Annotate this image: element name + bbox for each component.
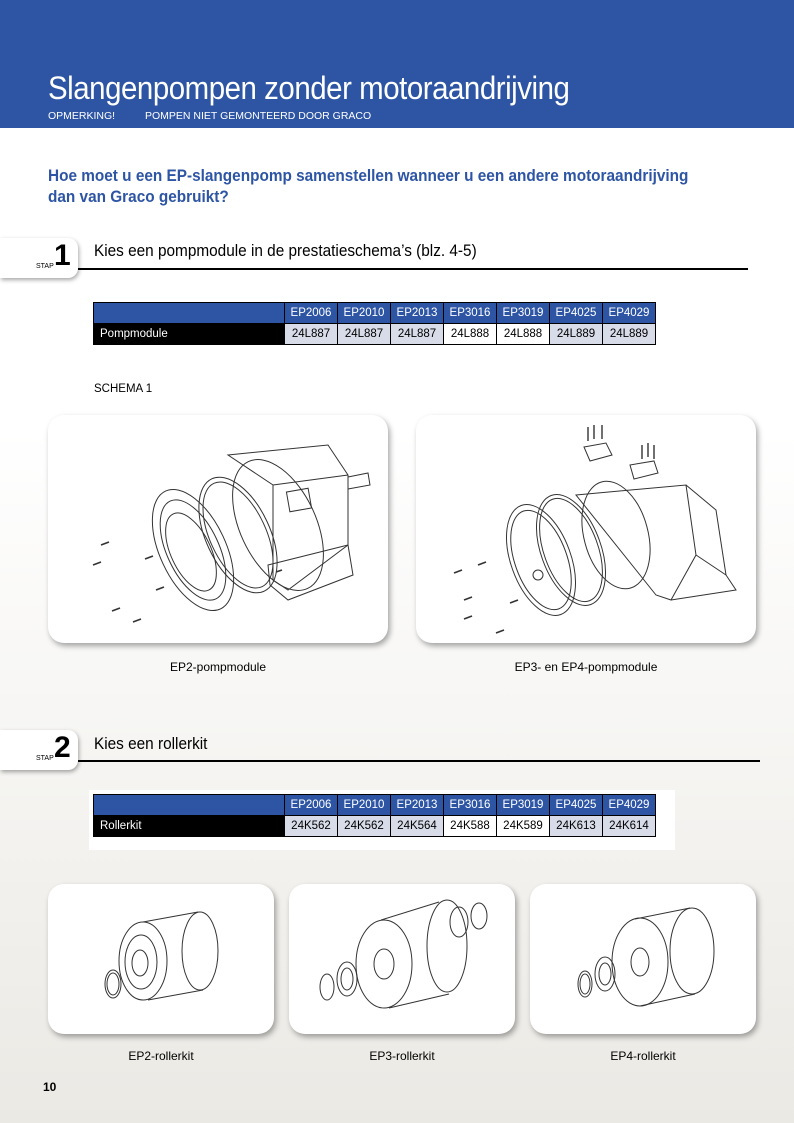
step-2-tab (0, 730, 78, 770)
column-header: EP4025 (550, 795, 603, 816)
schema-label: SCHEMA 1 (94, 383, 153, 395)
ep4-rollerkit-drawing (530, 884, 756, 1034)
table-cell: 24L887 (285, 324, 338, 345)
table-header-row (94, 303, 656, 324)
table-cell: 24K562 (338, 816, 391, 837)
table-cell: 24L888 (444, 324, 497, 345)
ep3-ep4-pump-module-illustration (416, 415, 756, 643)
ep3-ep4-pump-module-caption: EP3- en EP4-pompmodule (514, 660, 658, 674)
column-header: EP3019 (497, 795, 550, 816)
row-label: Pompmodule (94, 324, 285, 345)
ep2-rollerkit-illustration (48, 884, 274, 1034)
table-row (94, 324, 656, 345)
table-cell: 24L887 (391, 324, 444, 345)
table-row (94, 816, 656, 837)
step-2-stap-label: STAP (36, 755, 54, 762)
column-header: EP2010 (338, 303, 391, 324)
rollerkit-table (93, 794, 656, 837)
ep2-rollerkit-caption: EP2-rollerkit (128, 1049, 194, 1063)
table-cell: 24L888 (497, 324, 550, 345)
table-cell: 24L887 (338, 324, 391, 345)
step-2-rule (78, 760, 760, 762)
step-2-title: Kies een rollerkit (94, 735, 208, 753)
intro-question: Hoe moet u een EP-slangenpomp samenstellen wanneer u een andere motoraandrijving dan van Graco gebruikt? (48, 167, 689, 206)
step-1-title: Kies een pompmodule in de prestatieschema’s (blz. 4-5) (94, 242, 477, 260)
header-blank-cell (94, 795, 285, 816)
page-title: Slangenpompen zonder motoraandrijving (48, 70, 570, 106)
page-header (0, 0, 794, 128)
ep4-rollerkit-illustration (530, 884, 756, 1034)
ep2-pump-module-illustration (48, 415, 388, 643)
step-1-tab (0, 238, 78, 278)
column-header: EP4029 (603, 303, 656, 324)
ep2-rollerkit-drawing (48, 884, 274, 1034)
column-header: EP2006 (285, 795, 338, 816)
table-header-row (94, 795, 656, 816)
column-header: EP3019 (497, 303, 550, 324)
header-blank-cell (94, 303, 285, 324)
column-header: EP2010 (338, 795, 391, 816)
row-label: Rollerkit (94, 816, 285, 837)
column-header: EP4025 (550, 303, 603, 324)
column-header: EP4029 (603, 795, 656, 816)
step-1-number: 1 (54, 239, 71, 272)
column-header: EP2006 (285, 303, 338, 324)
table-cell: 24K614 (603, 816, 656, 837)
table-cell: 24L889 (550, 324, 603, 345)
ep3-rollerkit-illustration (289, 884, 515, 1034)
page-number: 10 (43, 1080, 57, 1094)
table-cell: 24K562 (285, 816, 338, 837)
column-header: EP3016 (444, 303, 497, 324)
column-header: EP2013 (391, 795, 444, 816)
ep2-pump-module-caption: EP2-pompmodule (169, 660, 267, 674)
column-header: EP2013 (391, 303, 444, 324)
ep2-pump-module-drawing (48, 415, 388, 643)
column-header: EP3016 (444, 795, 497, 816)
ep4-rollerkit-caption: EP4-rollerkit (610, 1049, 676, 1063)
ep3-rollerkit-drawing (289, 884, 515, 1034)
step-2-number: 2 (54, 731, 71, 764)
step-1-stap-label: STAP (36, 263, 54, 270)
table-cell: 24L889 (603, 324, 656, 345)
table-cell: 24K564 (391, 816, 444, 837)
pump-module-table (93, 302, 656, 345)
ep3-ep4-pump-module-drawing (416, 415, 756, 643)
step-1-rule (78, 268, 748, 270)
ep3-rollerkit-caption: EP3-rollerkit (369, 1049, 435, 1063)
note-label: OPMERKING! (48, 110, 116, 122)
table-cell: 24K613 (550, 816, 603, 837)
table-cell: 24K589 (497, 816, 550, 837)
table-cell: 24K588 (444, 816, 497, 837)
note-text: POMPEN NIET GEMONTEERD DOOR GRACO (145, 110, 372, 122)
